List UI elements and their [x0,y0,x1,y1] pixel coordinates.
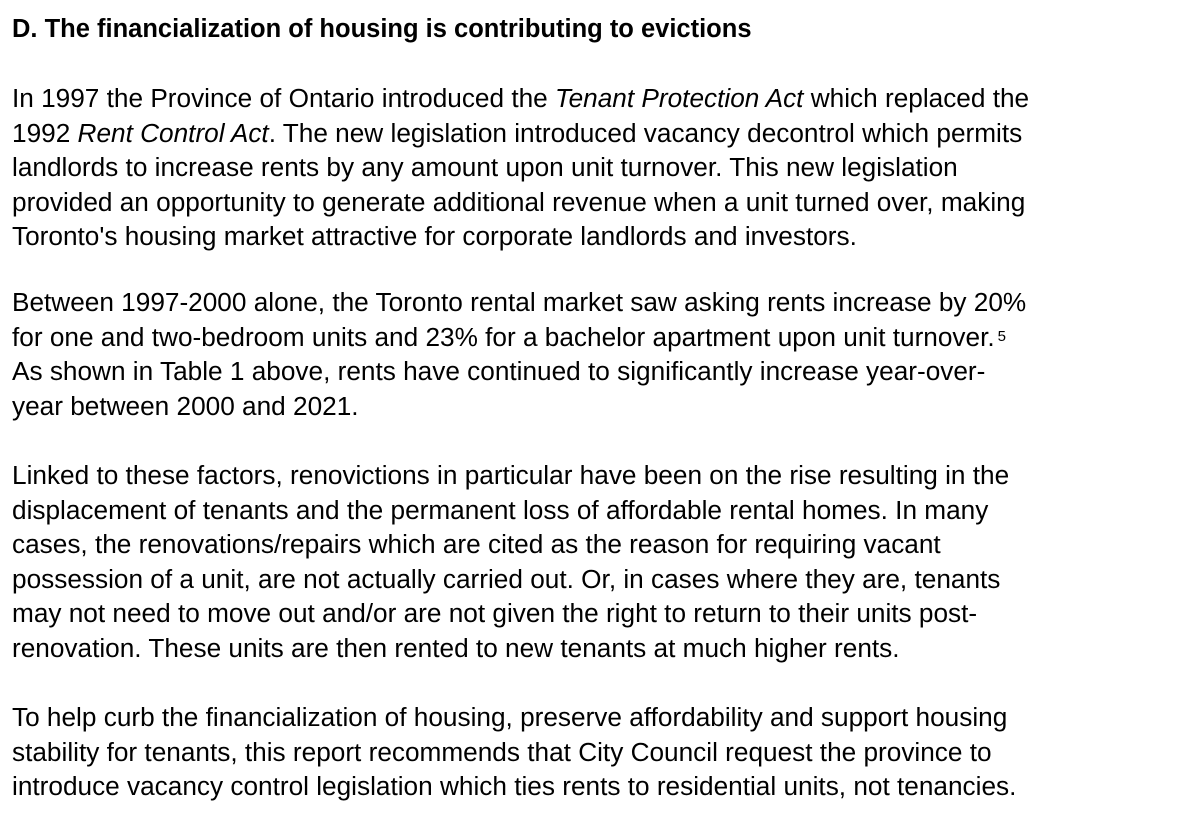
text-line: year between 2000 and 2021. [12,390,359,421]
text-line [12,320,1188,355]
text-line: may not need to move out and/or are not given the right to return to their units post- [12,598,978,628]
act-title-italic: Rent Control Act [77,117,269,148]
text-line [12,116,1188,151]
text-run: which replaced the [803,83,1030,113]
text-line: renovation. These units are then rented to new tenants at much higher rents. [12,632,900,663]
paragraph-tenant-protection-act [12,81,1188,254]
paragraph-renovictions [12,458,1188,665]
paragraph-recommendation [12,700,1188,804]
text-line: As shown in Table 1 above, rents have continued to significantly increase year-over- [12,356,986,386]
text-line: stability for tenants, this report recommends that City Council request the province to [12,736,992,767]
text-run: . The new legislation introduced vacancy decontrol which permits [268,117,1023,148]
text-line: introduce vacancy control legislation which ties rents to residential units, not tenancies. [12,771,1017,801]
text-line: cases, the renovations/repairs which are cited as the reason for requiring vacant [12,529,941,559]
act-title-italic: Tenant Protection Act [555,83,804,113]
section-heading: D. The financialization of housing is contributing to evictions [12,15,752,43]
text-line [12,81,1188,116]
text-run: for one and two-bedroom units and 23% for a bachelor apartment upon unit turnover. [12,321,995,352]
paragraph-rent-increases [12,285,1188,423]
footnote-reference[interactable]: 5 [997,327,1006,345]
text-line: Linked to these factors, renovictions in particular have been on the rise resulting in the [12,460,1010,490]
text-line: Between 1997-2000 alone, the Toronto rental market saw asking rents increase by 20% [12,287,1027,317]
text-line: possession of a unit, are not actually carried out. Or, in cases where they are, tenants [12,563,1001,594]
text-run: 1992 [12,117,78,148]
text-line: landlords to increase rents by any amount upon unit turnover. This new legislation [12,152,958,182]
text-line: displacement of tenants and the permanent loss of affordable rental homes. In many [12,494,989,525]
text-run: In 1997 the Province of Ontario introduced the [12,83,556,113]
text-line: To help curb the financialization of housing, preserve affordability and support housing [12,702,1008,732]
text-line: provided an opportunity to generate additional revenue when a unit turned over, making [12,186,1026,217]
text-line: Toronto's housing market attractive for corporate landlords and investors. [12,221,857,251]
